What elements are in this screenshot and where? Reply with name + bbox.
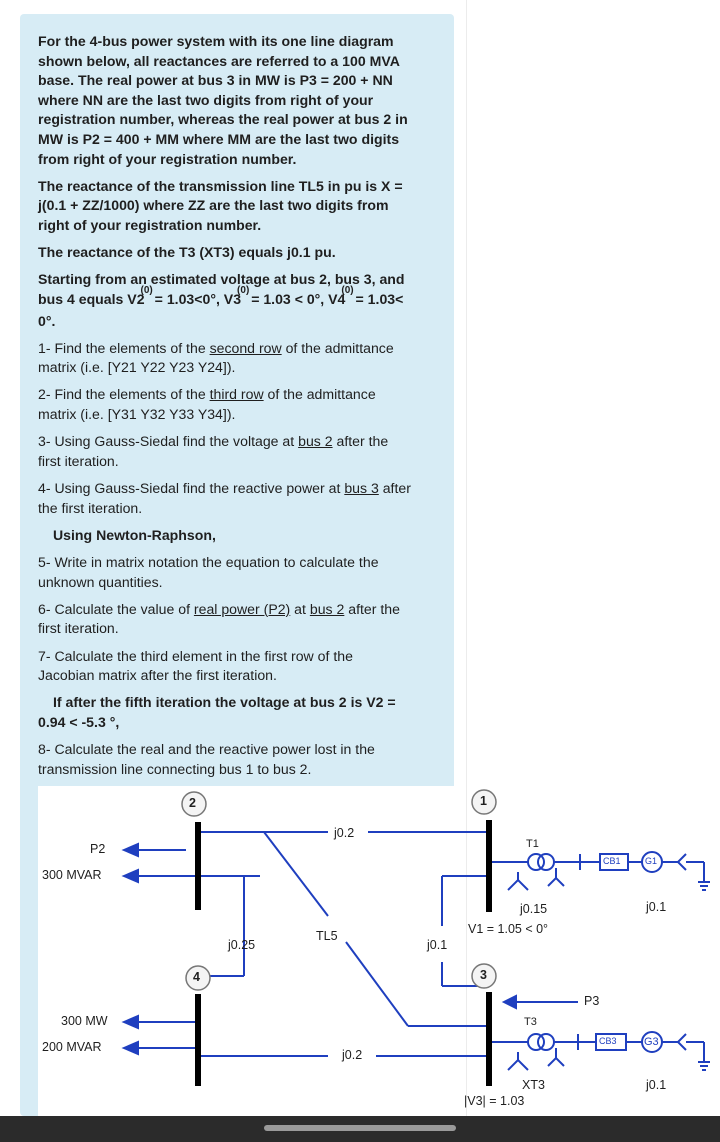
q4-label: 200 MVAR bbox=[42, 1040, 102, 1054]
tl5-label: TL5 bbox=[316, 929, 338, 943]
t1-label: T1 bbox=[526, 838, 539, 850]
initial-voltage-a: Starting from an estimated voltage at bus 2, bus 3, and bus 4 equals V2 bbox=[38, 271, 405, 307]
question-text bbox=[38, 32, 412, 787]
fifth-iteration-text: If after the fifth iteration the voltage at bus 2 is V2 = 0.94 < -5.3 °, bbox=[38, 694, 396, 730]
bus-4-number: 4 bbox=[193, 970, 200, 984]
xt3-label: XT3 bbox=[522, 1078, 545, 1092]
bus-3-number: 3 bbox=[480, 968, 487, 982]
q6-underline-p2: real power (P2) bbox=[193, 600, 291, 617]
initial-voltage-d: = 1.03< 0°. bbox=[38, 290, 404, 329]
question-8: 8- Calculate the real and the reactive power lost in the transmission line connecting bus 1 to bus 2. bbox=[38, 741, 375, 777]
bus-1-number: 1 bbox=[480, 794, 487, 808]
g3-reactance: j0.1 bbox=[646, 1078, 667, 1092]
q4-underline: bus 3 bbox=[344, 480, 379, 497]
t3-label: T3 bbox=[524, 1016, 537, 1028]
tl5-reactance-paragraph: The reactance of the transmission line TL5 in pu is X = j(0.1 + ZZ/1000) where ZZ are the last two digits from right of your registration number. bbox=[38, 177, 403, 233]
superscript-0: (0) bbox=[341, 284, 354, 296]
p4-label: 300 MW bbox=[61, 1014, 108, 1028]
q6-underline-bus: bus 2 bbox=[309, 600, 345, 617]
cb1-label: CB1 bbox=[603, 856, 621, 866]
q4-text: 4- Using Gauss-Siedal find the reactive power at bbox=[38, 480, 345, 497]
bus-4-bar bbox=[195, 994, 201, 1086]
initial-voltage-paragraph bbox=[38, 270, 412, 331]
line-1-2-reactance: j0.2 bbox=[334, 826, 355, 840]
bus-2-bar bbox=[195, 822, 201, 910]
superscript-0: (0) bbox=[140, 284, 153, 296]
fifth-iteration-statement bbox=[38, 693, 412, 732]
g1-reactance: j0.1 bbox=[646, 900, 667, 914]
q1-text: 1- Find the elements of the bbox=[38, 339, 210, 356]
initial-voltage-b: = 1.03<0°, V3 bbox=[150, 290, 242, 307]
q2-text: 2- Find the elements of the bbox=[38, 386, 210, 403]
q2-underline: third row bbox=[209, 386, 264, 403]
p3-label: P3 bbox=[584, 994, 600, 1008]
q3-underline: bus 2 bbox=[298, 433, 333, 450]
q2-text-end: of the admittance matrix (i.e. [Y31 Y32 Y33 Y34]). bbox=[38, 386, 376, 423]
intro-paragraph: For the 4-bus power system with its one line diagram shown below, all reactances are referred to a 100 MVA base. The real power at bus 3 in MW is P3 = 200 + NN where NN are the last two digits from right of your registration number, whereas the real power at bus 2 in MW is P2 = 400 + MM where MM are the last two digits from right of your registration number. bbox=[38, 33, 408, 167]
q4-text-end: after the first iteration. bbox=[38, 480, 411, 516]
cb3-label: CB3 bbox=[599, 1036, 617, 1046]
q6-text: 6- Calculate the value of bbox=[38, 600, 194, 617]
question-2 bbox=[38, 385, 412, 424]
v3-label: |V3| = 1.03 bbox=[464, 1094, 525, 1108]
question-4 bbox=[38, 479, 412, 518]
one-line-diagram bbox=[38, 786, 720, 1116]
q3-text: 3- Using Gauss-Siedal find the voltage at bbox=[38, 433, 299, 450]
q6-text-mid: at bbox=[290, 600, 310, 617]
line-2-4-reactance: j0.25 bbox=[228, 938, 256, 952]
xt3-paragraph: The reactance of the T3 (XT3) equals j0.1 pu. bbox=[38, 244, 336, 261]
t1-reactance: j0.15 bbox=[520, 902, 548, 916]
question-5: 5- Write in matrix notation the equation to calculate the unknown quantities. bbox=[38, 554, 379, 590]
newton-raphson-heading: Using Newton-Raphson, bbox=[53, 526, 216, 543]
q2-label: 300 MVAR bbox=[42, 868, 102, 882]
g3-label: G3 bbox=[644, 1036, 659, 1048]
q1-text-end: of the admittance matrix (i.e. [Y21 Y22 Y23 Y24]). bbox=[38, 339, 394, 376]
p3-arrow-head bbox=[504, 996, 516, 1008]
question-6 bbox=[38, 600, 412, 639]
q1-underline: second row bbox=[209, 339, 282, 356]
question-1 bbox=[38, 339, 412, 378]
line-1-3-reactance: j0.1 bbox=[427, 938, 448, 952]
bus-2-number: 2 bbox=[189, 796, 196, 810]
system-navigation-bar bbox=[0, 1116, 720, 1142]
diagram-drawing bbox=[38, 786, 720, 1116]
p2-label: P2 bbox=[90, 842, 106, 856]
initial-voltage-c: = 1.03 < 0°, V4 bbox=[247, 290, 346, 307]
question-3 bbox=[38, 432, 412, 471]
q3-text-end: after the first iteration. bbox=[38, 433, 389, 469]
home-gesture-handle[interactable] bbox=[264, 1125, 456, 1131]
t1-winding-b bbox=[538, 854, 554, 870]
bus-1-bar bbox=[486, 820, 492, 912]
bus-3-bar bbox=[486, 992, 492, 1086]
superscript-0: (0) bbox=[237, 284, 250, 296]
line-4-3-reactance: j0.2 bbox=[342, 1048, 363, 1062]
question-7: 7- Calculate the third element in the first row of the Jacobian matrix after the first iteration. bbox=[38, 647, 353, 684]
t3-winding-b bbox=[538, 1034, 554, 1050]
q6-text-end: after the first iteration. bbox=[38, 600, 400, 637]
g1-label: G1 bbox=[645, 856, 658, 866]
v1-label: V1 = 1.05 < 0° bbox=[468, 922, 549, 936]
